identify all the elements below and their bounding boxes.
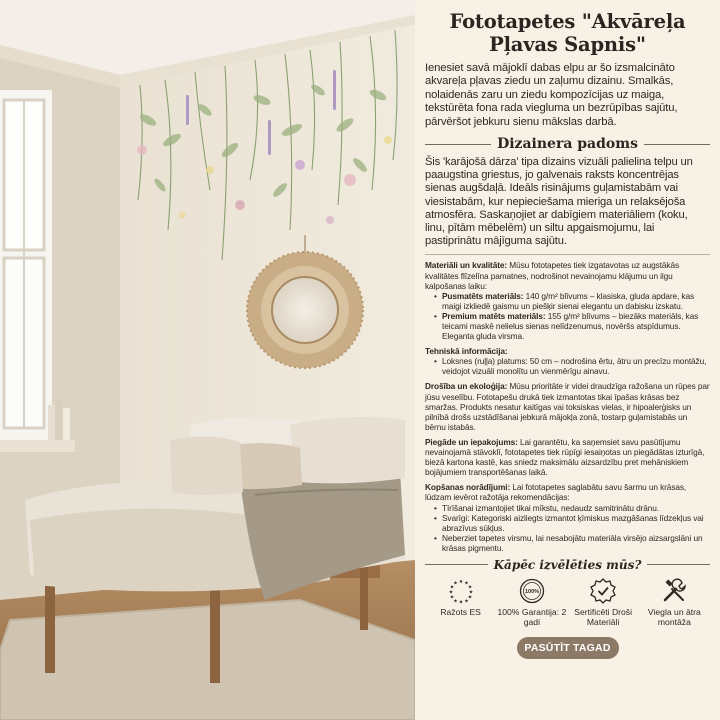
product-info-panel	[415, 0, 720, 720]
svg-text:★: ★	[452, 598, 458, 604]
care-list	[434, 503, 710, 553]
designer-tip-heading: Dizainera padoms	[497, 136, 638, 153]
svg-text:★: ★	[468, 589, 473, 596]
svg-text:★: ★	[448, 589, 453, 596]
guarantee-badge-icon	[496, 578, 567, 604]
feature-certified	[568, 578, 639, 627]
item-label: Premium matēts materiāls:	[442, 310, 546, 321]
care-section	[425, 482, 710, 553]
delivery-text: Lai garantētu, ka saņemsiet savu pasūtījumu nevainojamā stāvoklī, fototapetes tiek rūpīgi iesaiņotas un piegādātas izturīgā, biezā kartona kastē, kas sniedz maksimālu aizsardzību pret mehāniskiem bojājumiem transportēšanas laikā.	[425, 436, 705, 478]
svg-text:★: ★	[449, 584, 454, 591]
designer-tip-text: Šis 'karājošā dārza' tipa dizains vizuāli palielina telpu un paaugstina griestus, jo galvenais raksts koncentrējas sienas augšdaļā. Ideāls risinājums guļamistabām vai viesistabām, kur nepieciešama mieriga un relaksējoša atmosfēra. Saskaņojiet ar dabīgiem materiāliem (koku, linu, pītām mēbelēm) un siltu apgaismojumu, lai pastiprinātu mājīguma sajūtu.	[425, 156, 693, 248]
item-text: Tīrīšanai izmantojiet tikai mīkstu, nedaudz samitrinātu drānu.	[442, 502, 659, 513]
svg-text:★: ★	[458, 578, 463, 585]
delivery-label: Piegāde un iepakojums:	[425, 436, 518, 447]
list-item	[434, 533, 710, 553]
feature-made-in-eu	[425, 578, 496, 627]
svg-text:★: ★	[452, 580, 458, 587]
item-label: Pusmatēts materiāls:	[442, 290, 524, 301]
divider	[647, 564, 710, 565]
certified-seal-icon	[568, 578, 639, 604]
eco-section	[425, 381, 710, 431]
eco-label: Drošība un ekoloģija:	[425, 381, 508, 392]
svg-text:★: ★	[458, 599, 463, 604]
feature-easy-install	[639, 578, 710, 627]
feature-label: Ražots ES	[440, 606, 481, 617]
item-text: 155 g/m² blīvums – biezāks materiāls, kas teicami maskē nelielus sienas nelīdzenumus, novēršs atspīdumus. Eleganta gluda virsma.	[442, 310, 699, 342]
product-title: Fototapetes "Akvāreļa Pļavas Sapnis"	[449, 10, 686, 56]
features-row	[425, 578, 710, 627]
delivery-section	[425, 437, 710, 477]
materials-label: Materiāli un kvalitāte:	[425, 260, 508, 271]
item-text: Svarīgi: Kategoriski aizliegts izmantot ķīmiskus mazgāšanas līdzekļus vai abrazīvus sūkļus.	[442, 512, 704, 533]
care-text: Lai fototapetes saglabātu savu šarmu un krāsas, lūdzam ievērot ražotāja rekomendācijas:	[425, 482, 687, 503]
feature-label: Sertificēti Droši Materiāli	[574, 606, 633, 627]
divider	[425, 254, 710, 255]
designer-tip-heading-row	[425, 136, 710, 152]
materials-list	[434, 291, 710, 341]
materials-text: Mūsu fototapetes tiek izgatavotas uz augstākās kvalitātes flīzelīna pamatnes, nodrošinot nevainojamu klājumu un ilgu kalpošanas laiku:	[425, 260, 680, 291]
list-item	[434, 503, 710, 513]
list-item	[434, 356, 710, 376]
divider	[644, 144, 710, 145]
product-intro: Ienesiet savā mājoklī dabas elpu ar šo izsmalcināto akvareļa pļavas ziedu un zaļumu dizainu. Smalkās, nolaidenās zaru un ziedu kompozīcijas uz maiga, tekstūrēta fona rada viegluma un bezrūpības sajūtu, pārvēršot jebkuru sienu mākslas darbā.	[425, 62, 678, 128]
why-us-heading-row	[425, 558, 710, 572]
svg-text:★: ★	[467, 584, 472, 591]
svg-text:★: ★	[467, 594, 472, 601]
tech-section	[425, 346, 710, 376]
eco-text: Mūsu prioritāte ir videi draudzīga ražošana un rūpes par jūsu veselību. Fototapešu drukā tiek izmantotas tikai īpašas krāsas bez smaržas. Produkts nesatur kaitīgas vai toksiskas vielas, ir hipoalerģisks un pilnībā drošs uzstādīšanai jebkurā mājokļa zonā, tostarp guļamistabās un bērnu istabās.	[425, 381, 710, 432]
materials-section	[425, 260, 710, 341]
list-item	[434, 291, 710, 311]
tech-label: Tehniskā informācija:	[425, 346, 508, 357]
feature-label: Viegla un ātra montāža	[647, 606, 701, 627]
svg-text:★: ★	[463, 580, 469, 587]
divider	[425, 564, 488, 565]
svg-text:★: ★	[463, 598, 469, 604]
svg-text:★: ★	[449, 594, 454, 601]
feature-guarantee	[496, 578, 567, 627]
feature-label: 100% Garantija: 2 gadi	[497, 606, 567, 627]
item-text: Neberziet tapetes virsmu, lai nesabojātu materiāla virsējo aizsargslāni un krāsas pigmentu.	[442, 532, 703, 553]
eu-stars-icon	[425, 578, 496, 604]
badge-text: 100%	[524, 589, 539, 596]
tech-list	[434, 356, 710, 376]
item-text: 140 g/m² blīvums – klasiska, gluda apdare, kas maigi izkliedē gaismu un piešķir sienai elegantu un dabisku izskatu.	[442, 290, 695, 311]
list-item	[434, 513, 710, 533]
divider	[425, 144, 491, 145]
list-item	[434, 311, 710, 341]
item-text: Loksnes (ruļļa) platums: 50 cm – nodrošina ērtu, ātru un precīzu montāžu, veidojot vizuāli monolītu un vienmērīgu ainavu.	[442, 356, 707, 377]
tools-icon	[639, 578, 710, 604]
why-us-heading: Kāpēc izvēlēties mūs?	[493, 557, 642, 572]
order-now-button[interactable]: PASŪTĪT TAGAD	[517, 637, 619, 659]
care-label: Kopšanas norādījumi:	[425, 482, 511, 493]
